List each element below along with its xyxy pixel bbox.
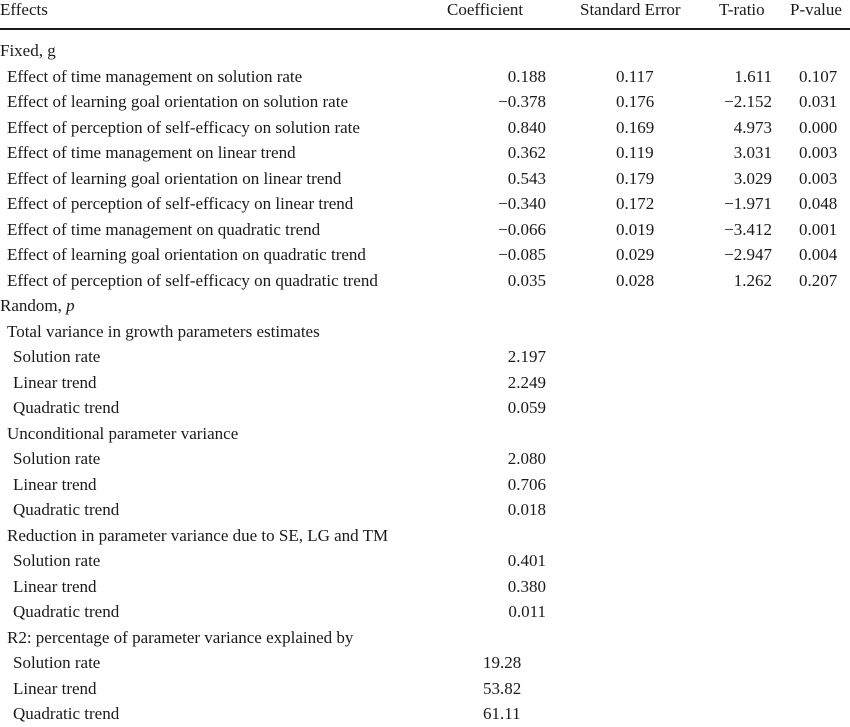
coefficient-cell: 0.035 (507, 270, 546, 290)
effect-cell: Effect of time management on solution rate (7, 66, 303, 86)
parameter-name: Linear trend (13, 576, 97, 596)
header-standard-error: Standard Error (580, 0, 681, 19)
table-row (0, 191, 850, 217)
parameter-name: Quadratic trend (13, 398, 120, 417)
header-coefficient: Coefficient (447, 0, 524, 19)
coefficient-cell: −0.340 (498, 194, 546, 213)
table-row (0, 217, 850, 243)
random-group-title-row (0, 523, 850, 549)
parameter-value: 0.011 (508, 602, 546, 621)
coefficient-cell: −0.066 (498, 219, 546, 239)
coefficient-cell: 0.362 (507, 143, 546, 162)
parameter-value: 0.706 (507, 474, 546, 494)
random-group-title-row (0, 421, 850, 447)
parameter-name: Solution rate (13, 449, 101, 468)
parameter-value: 61.11 (483, 704, 521, 723)
table-row (0, 395, 850, 421)
table-row (0, 344, 850, 370)
table-row (0, 497, 850, 523)
table-row (0, 676, 850, 702)
p-value-cell: 0.048 (799, 194, 838, 213)
p-value-cell: 0.207 (799, 270, 838, 290)
table-row (0, 370, 850, 396)
coefficient-cell: 0.543 (507, 168, 546, 188)
parameter-value: 2.249 (507, 372, 546, 392)
p-value-cell: 0.001 (799, 219, 838, 239)
random-group-title-row (0, 319, 850, 345)
random-section-label-row (0, 293, 850, 319)
table-row (0, 64, 850, 90)
parameter-name: Linear trend (13, 474, 97, 494)
effect-cell: Effect of perception of self-efficacy on quadratic trend (7, 270, 378, 290)
standard-error-cell: 0.117 (616, 66, 654, 86)
effect-cell: Effect of time management on quadratic trend (7, 219, 321, 239)
parameter-name: Solution rate (13, 551, 101, 570)
table-row (0, 599, 850, 625)
p-value-cell: 0.003 (799, 143, 838, 162)
parameter-name: Solution rate (13, 653, 101, 672)
t-ratio-cell: 1.262 (733, 270, 772, 290)
parameter-value: 53.82 (483, 678, 522, 698)
parameter-value: 0.380 (507, 576, 546, 596)
t-ratio-cell: 1.611 (734, 66, 772, 86)
effect-cell: Effect of perception of self-efficacy on linear trend (7, 194, 354, 213)
t-ratio-cell: −1.971 (724, 194, 772, 213)
standard-error-cell: 0.119 (616, 143, 654, 162)
fixed-rows (0, 64, 850, 294)
fixed-section-label-row (0, 38, 850, 64)
table-row (0, 548, 850, 574)
t-ratio-cell: 3.029 (733, 168, 772, 188)
table-row (0, 446, 850, 472)
coefficient-cell: −0.378 (498, 92, 546, 111)
parameter-value: 0.018 (507, 500, 546, 519)
random-group-title: Unconditional parameter variance (7, 423, 239, 443)
header-t-ratio: T-ratio (719, 0, 765, 19)
random-group-title: Total variance in growth parameters estimates (7, 321, 320, 341)
table-row (0, 701, 850, 727)
effect-cell: Effect of learning goal orientation on quadratic trend (7, 245, 366, 264)
table-row (0, 242, 850, 268)
parameter-name: Solution rate (13, 347, 101, 366)
standard-error-cell: 0.029 (616, 245, 655, 264)
p-value-cell: 0.003 (799, 168, 838, 188)
effect-cell: Effect of learning goal orientation on solution rate (7, 92, 348, 111)
effect-cell: Effect of perception of self-efficacy on solution rate (7, 117, 360, 137)
standard-error-cell: 0.028 (616, 270, 655, 290)
standard-error-cell: 0.019 (616, 219, 655, 239)
parameter-name: Quadratic trend (13, 704, 120, 723)
header-effects: Effects (0, 0, 48, 19)
table-row (0, 140, 850, 166)
t-ratio-cell: 3.031 (733, 143, 772, 162)
parameter-name: Quadratic trend (13, 602, 120, 621)
random-group-title: R2: percentage of parameter variance explained by (7, 627, 354, 647)
random-group-title: Reduction in parameter variance due to SE, LG and TM (7, 525, 389, 545)
p-value-cell: 0.004 (799, 245, 838, 264)
t-ratio-cell: −3.412 (724, 219, 772, 239)
table-row (0, 115, 850, 141)
parameter-name: Linear trend (13, 372, 97, 392)
parameter-name: Linear trend (13, 678, 97, 698)
parameter-value: 19.28 (483, 653, 522, 672)
table-row (0, 650, 850, 676)
header-p-value: P-value (790, 0, 842, 19)
p-value-cell: 0.000 (799, 117, 838, 137)
p-value-cell: 0.031 (799, 92, 838, 111)
fixed-section-label: Fixed, g (0, 41, 56, 60)
standard-error-cell: 0.172 (616, 194, 655, 213)
coefficient-cell: 0.188 (507, 66, 546, 86)
standard-error-cell: 0.169 (616, 117, 655, 137)
table-row (0, 472, 850, 498)
table-row (0, 268, 850, 294)
t-ratio-cell: −2.152 (724, 92, 772, 111)
standard-error-cell: 0.179 (616, 168, 655, 188)
table-row (0, 89, 850, 115)
effect-cell: Effect of time management on linear trend (7, 143, 296, 162)
t-ratio-cell: 4.973 (733, 117, 772, 137)
random-group-title-row (0, 625, 850, 651)
p-value-cell: 0.107 (799, 66, 838, 86)
t-ratio-cell: −2.947 (724, 245, 772, 264)
table-row (0, 574, 850, 600)
parameter-value: 0.059 (507, 398, 546, 417)
random-label-symbol: p (66, 296, 75, 315)
parameter-value: 2.080 (507, 449, 546, 468)
random-label-text: Random, (0, 296, 67, 315)
parameter-value: 2.197 (507, 347, 546, 366)
random-groups (0, 319, 850, 727)
random-section-label (0, 293, 75, 319)
table-row (0, 166, 850, 192)
coefficient-cell: −0.085 (498, 245, 546, 264)
effect-cell: Effect of learning goal orientation on linear trend (7, 168, 342, 188)
coefficient-cell: 0.840 (507, 117, 546, 137)
standard-error-cell: 0.176 (616, 92, 655, 111)
parameter-name: Quadratic trend (13, 500, 120, 519)
parameter-value: 0.401 (507, 551, 546, 570)
table-header (0, 0, 850, 30)
